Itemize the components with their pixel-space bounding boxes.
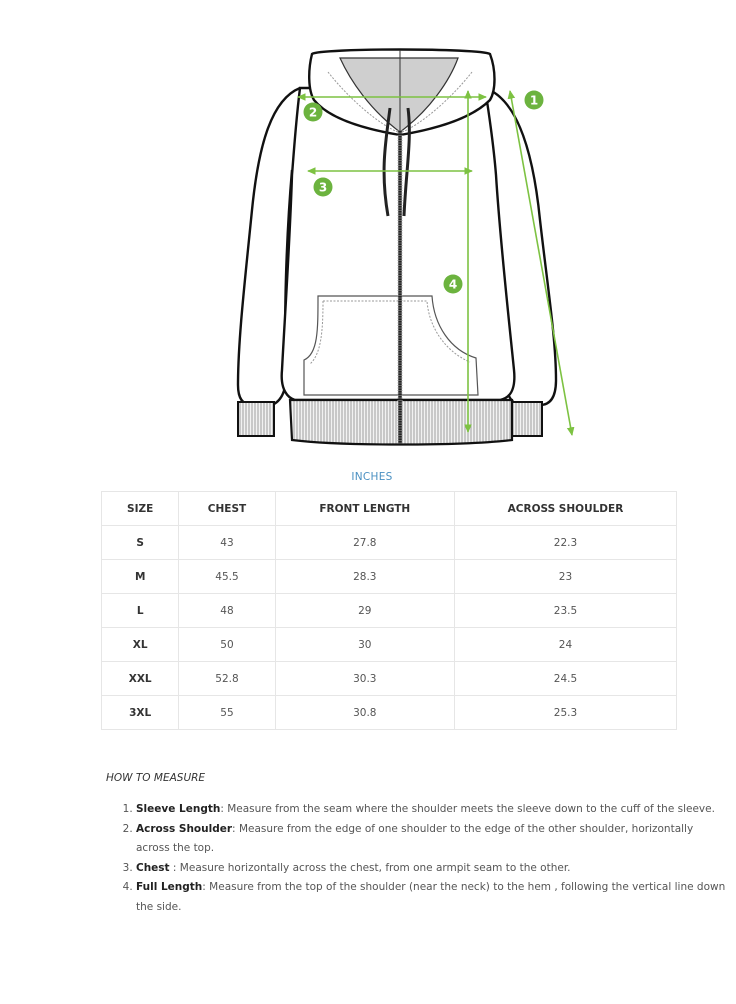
marker-1-icon — [525, 91, 544, 110]
cell-across-shoulder: 23.5 — [454, 594, 676, 628]
cell-front-length: 29 — [275, 594, 454, 628]
cell-chest: 48 — [179, 594, 275, 628]
step-separator: : — [202, 881, 210, 893]
table-row — [102, 594, 677, 628]
cell-size: S — [102, 526, 179, 560]
header-across-shoulder: ACROSS SHOULDER — [454, 492, 676, 526]
step-text: Measure from the top of the shoulder (near the neck) to the hem , following the vertical line down the side. — [136, 881, 726, 913]
cell-size: M — [102, 560, 179, 594]
cell-front-length: 30 — [275, 628, 454, 662]
table-row — [102, 696, 677, 730]
unit-label: INCHES — [351, 471, 393, 483]
cell-front-length: 27.8 — [275, 526, 454, 560]
svg-text:4: 4 — [448, 277, 458, 292]
cell-front-length: 28.3 — [275, 560, 454, 594]
svg-text:3: 3 — [318, 180, 328, 195]
step-separator: : — [169, 861, 180, 874]
marker-2-icon — [304, 103, 323, 122]
cell-chest: 50 — [179, 628, 275, 662]
how-to-measure-title: HOW TO MEASURE — [106, 772, 206, 784]
cell-across-shoulder: 22.3 — [454, 526, 676, 560]
cell-chest: 55 — [179, 696, 275, 730]
step-full-length — [136, 878, 726, 917]
step-across-shoulder — [136, 820, 726, 859]
cell-size: XL — [102, 628, 179, 662]
cell-chest: 52.8 — [179, 662, 275, 696]
cell-across-shoulder: 24 — [454, 628, 676, 662]
how-to-measure-steps — [108, 800, 726, 917]
table-row — [102, 526, 677, 560]
step-text: Measure horizontally across the chest, from one armpit seam to the other. — [179, 861, 571, 874]
cell-front-length: 30.8 — [275, 696, 454, 730]
cell-chest: 45.5 — [179, 560, 275, 594]
step-term: Full Length — [136, 881, 203, 893]
step-sleeve-length — [136, 800, 726, 820]
step-separator: : — [220, 803, 228, 815]
left-cuff — [238, 402, 274, 436]
svg-text:2: 2 — [308, 105, 318, 120]
cell-across-shoulder: 25.3 — [454, 696, 676, 730]
step-term: Across Shoulder — [136, 822, 233, 835]
marker-3-icon — [314, 178, 333, 197]
header-size: SIZE — [102, 492, 179, 526]
cell-size: L — [102, 594, 179, 628]
hoodie-measurement-diagram — [200, 40, 600, 460]
marker-4-icon — [444, 275, 463, 294]
step-term: Sleeve Length — [136, 803, 221, 815]
cell-chest: 43 — [179, 526, 275, 560]
step-text: Measure from the seam where the shoulder meets the sleeve down to the cuff of the sleeve. — [227, 803, 715, 815]
table-row — [102, 628, 677, 662]
svg-text:1: 1 — [529, 93, 539, 108]
step-chest — [136, 859, 726, 879]
cell-across-shoulder: 24.5 — [454, 662, 676, 696]
table-row — [102, 662, 677, 696]
cell-front-length: 30.3 — [275, 662, 454, 696]
size-chart-table — [101, 491, 677, 730]
header-chest: CHEST — [179, 492, 275, 526]
table-row — [102, 560, 677, 594]
step-text: Measure from the edge of one shoulder to the edge of the other shoulder, horizontally across the top. — [136, 822, 694, 854]
step-separator: : — [232, 822, 239, 835]
header-front-length: FRONT LENGTH — [275, 492, 454, 526]
cell-size: 3XL — [102, 696, 179, 730]
step-term: Chest — [136, 861, 170, 874]
table-header-row — [102, 492, 677, 526]
cell-size: XXL — [102, 662, 179, 696]
cell-across-shoulder: 23 — [454, 560, 676, 594]
